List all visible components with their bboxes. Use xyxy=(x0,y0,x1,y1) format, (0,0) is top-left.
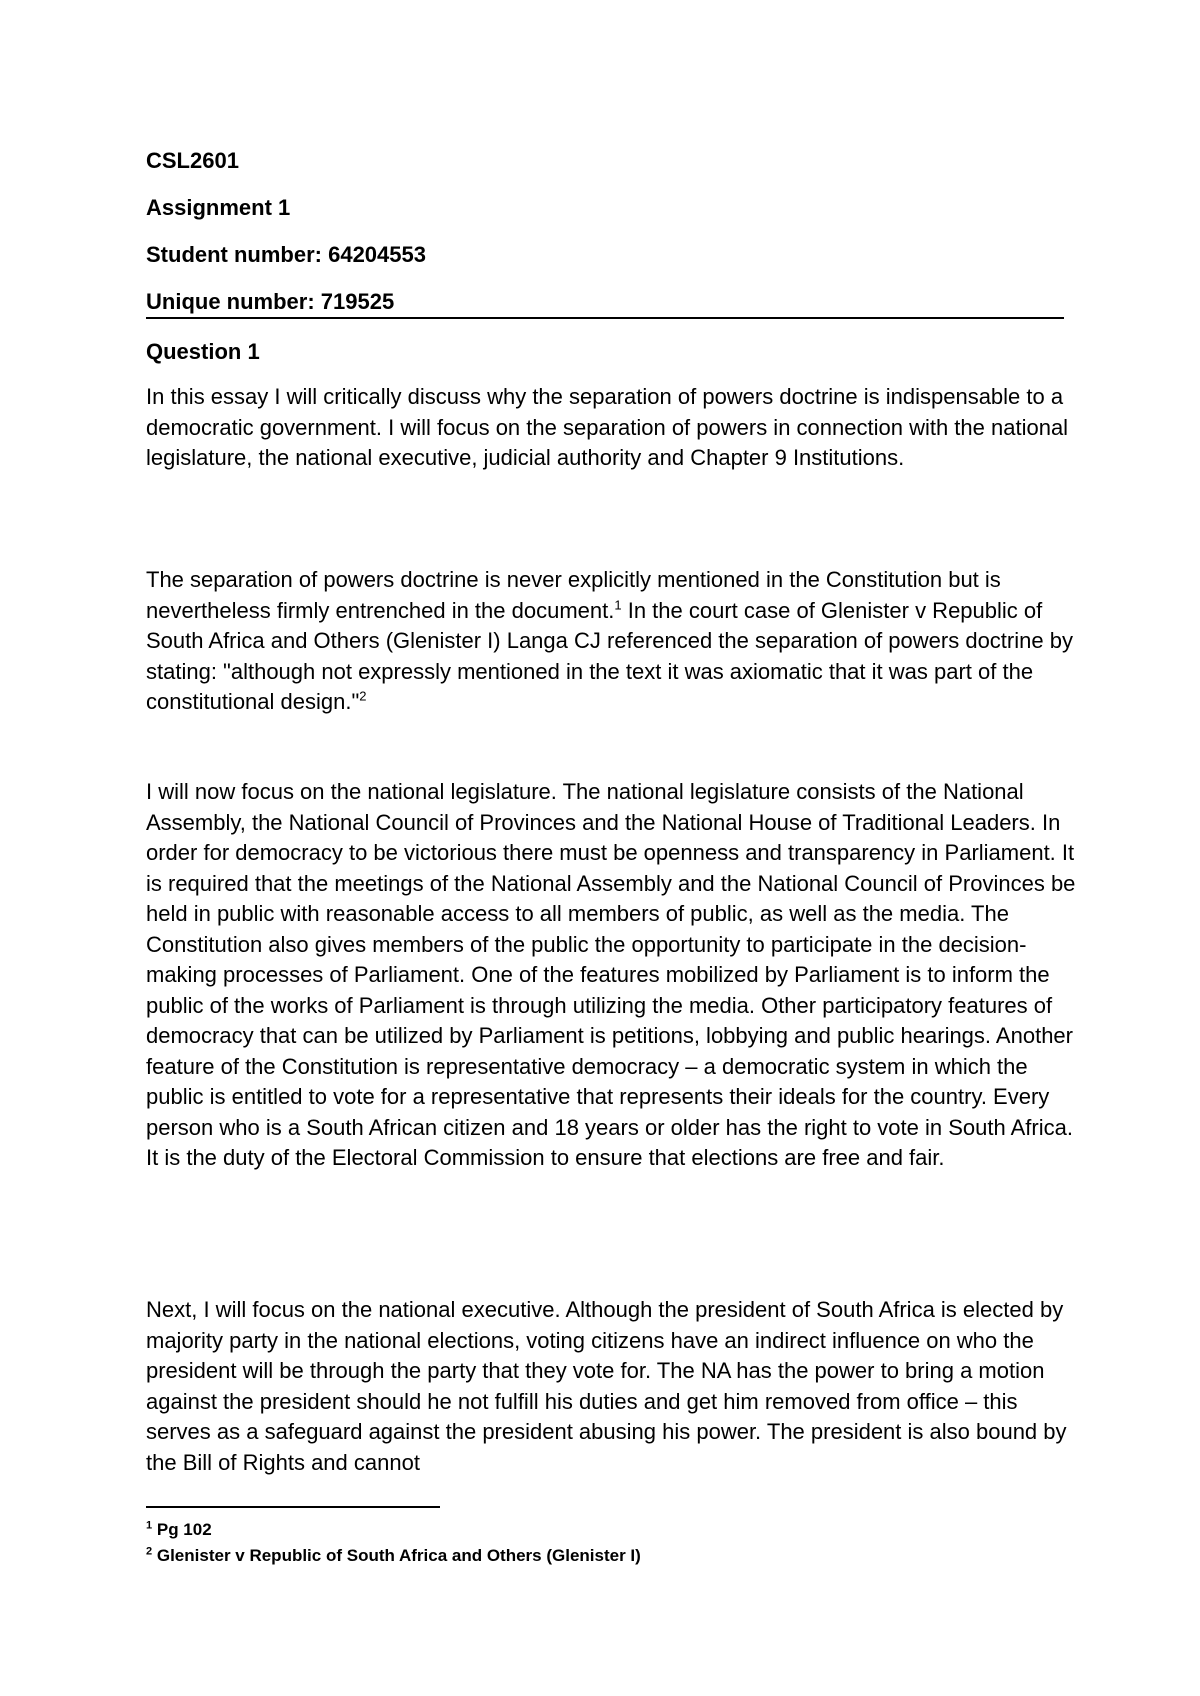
footnote-1-number: 1 xyxy=(146,1519,153,1532)
footnote-divider xyxy=(146,1506,440,1508)
paragraph-executive-text: Next, I will focus on the national executive. Although the president of South Africa is elected by majority party in the national elections, voting citizens have an indirect influence on who the president will be through the party that they vote for. The NA has the power to bring a motion against the president should he not fulfill his duties and get him removed from office – this serves as a safeguard against the president abusing his power. The president is also bound by the Bill of Rights and cannot xyxy=(146,1297,1067,1475)
question-heading: Question 1 xyxy=(146,339,260,364)
student-number: Student number: 64204553 xyxy=(146,242,426,267)
footnote-1-text: Pg 102 xyxy=(156,1520,212,1539)
paragraph-executive xyxy=(146,1295,1076,1478)
paragraph-separation-part-a: The separation of powers doctrine is never explicitly mentioned in the Constitution but is nevertheless firmly entrenched in the document. xyxy=(146,567,1001,623)
paragraph-intro-text: In this essay I will critically discuss why the separation of powers doctrine is indispensable to a democratic government. I will focus on the separation of powers in connection with the national legislature, the national executive, judicial authority and Chapter 9 Institutions. xyxy=(146,384,1069,470)
footnote-2-text: Glenister v Republic of South Africa and Others (Glenister I) xyxy=(156,1546,641,1565)
paragraph-separation xyxy=(146,565,1076,718)
paragraph-legislature-text: I will now focus on the national legislature. The national legislature consists of the National Assembly, the National Council of Provinces and the National House of Traditional Leaders. In order for democracy to be victorious there must be openness and transparency in Parliament. It is required that the meetings of the National Assembly and the National Council of Provinces be held in public with reasonable access to all members of public, as well as the media. The Constitution also gives members of the public the opportunity to participate in the decision-making processes of Parliament. One of the features mobilized by Parliament is to inform the public of the works of Parliament is through utilizing the media. Other participatory features of democracy that can be utilized by Parliament is petitions, lobbying and public hearings. Another feature of the Constitution is representative democracy – a democratic system in which the public is entitled to vote for a representative that represents their ideals for the country. Every person who is a South African citizen and 18 years or older has the right to vote in South Africa. It is the duty of the Electoral Commission to ensure that elections are free and fair. xyxy=(146,779,1076,1170)
paragraph-legislature xyxy=(146,777,1076,1174)
footnote-2 xyxy=(146,1546,641,1566)
assignment-title: Assignment 1 xyxy=(146,195,291,220)
header-divider xyxy=(146,317,1064,319)
paragraph-separation-text xyxy=(146,565,1076,718)
footnote-ref-2[interactable]: 2 xyxy=(359,688,367,704)
course-code: CSL2601 xyxy=(146,148,239,173)
footnote-ref-1[interactable]: 1 xyxy=(614,597,622,613)
footnote-2-number: 2 xyxy=(146,1545,153,1558)
paragraph-intro xyxy=(146,382,1076,474)
unique-number: Unique number: 719525 xyxy=(146,289,395,314)
paragraph-separation-part-b: In the court case of Glenister v Republic of South Africa and Others (Glenister I) Langa CJ referenced the separation of powers doctrine by stating: "although not expressly mentioned in the text it was axiomatic that it was part of the constitutional design." xyxy=(146,597,1073,714)
footnote-1 xyxy=(146,1520,212,1540)
